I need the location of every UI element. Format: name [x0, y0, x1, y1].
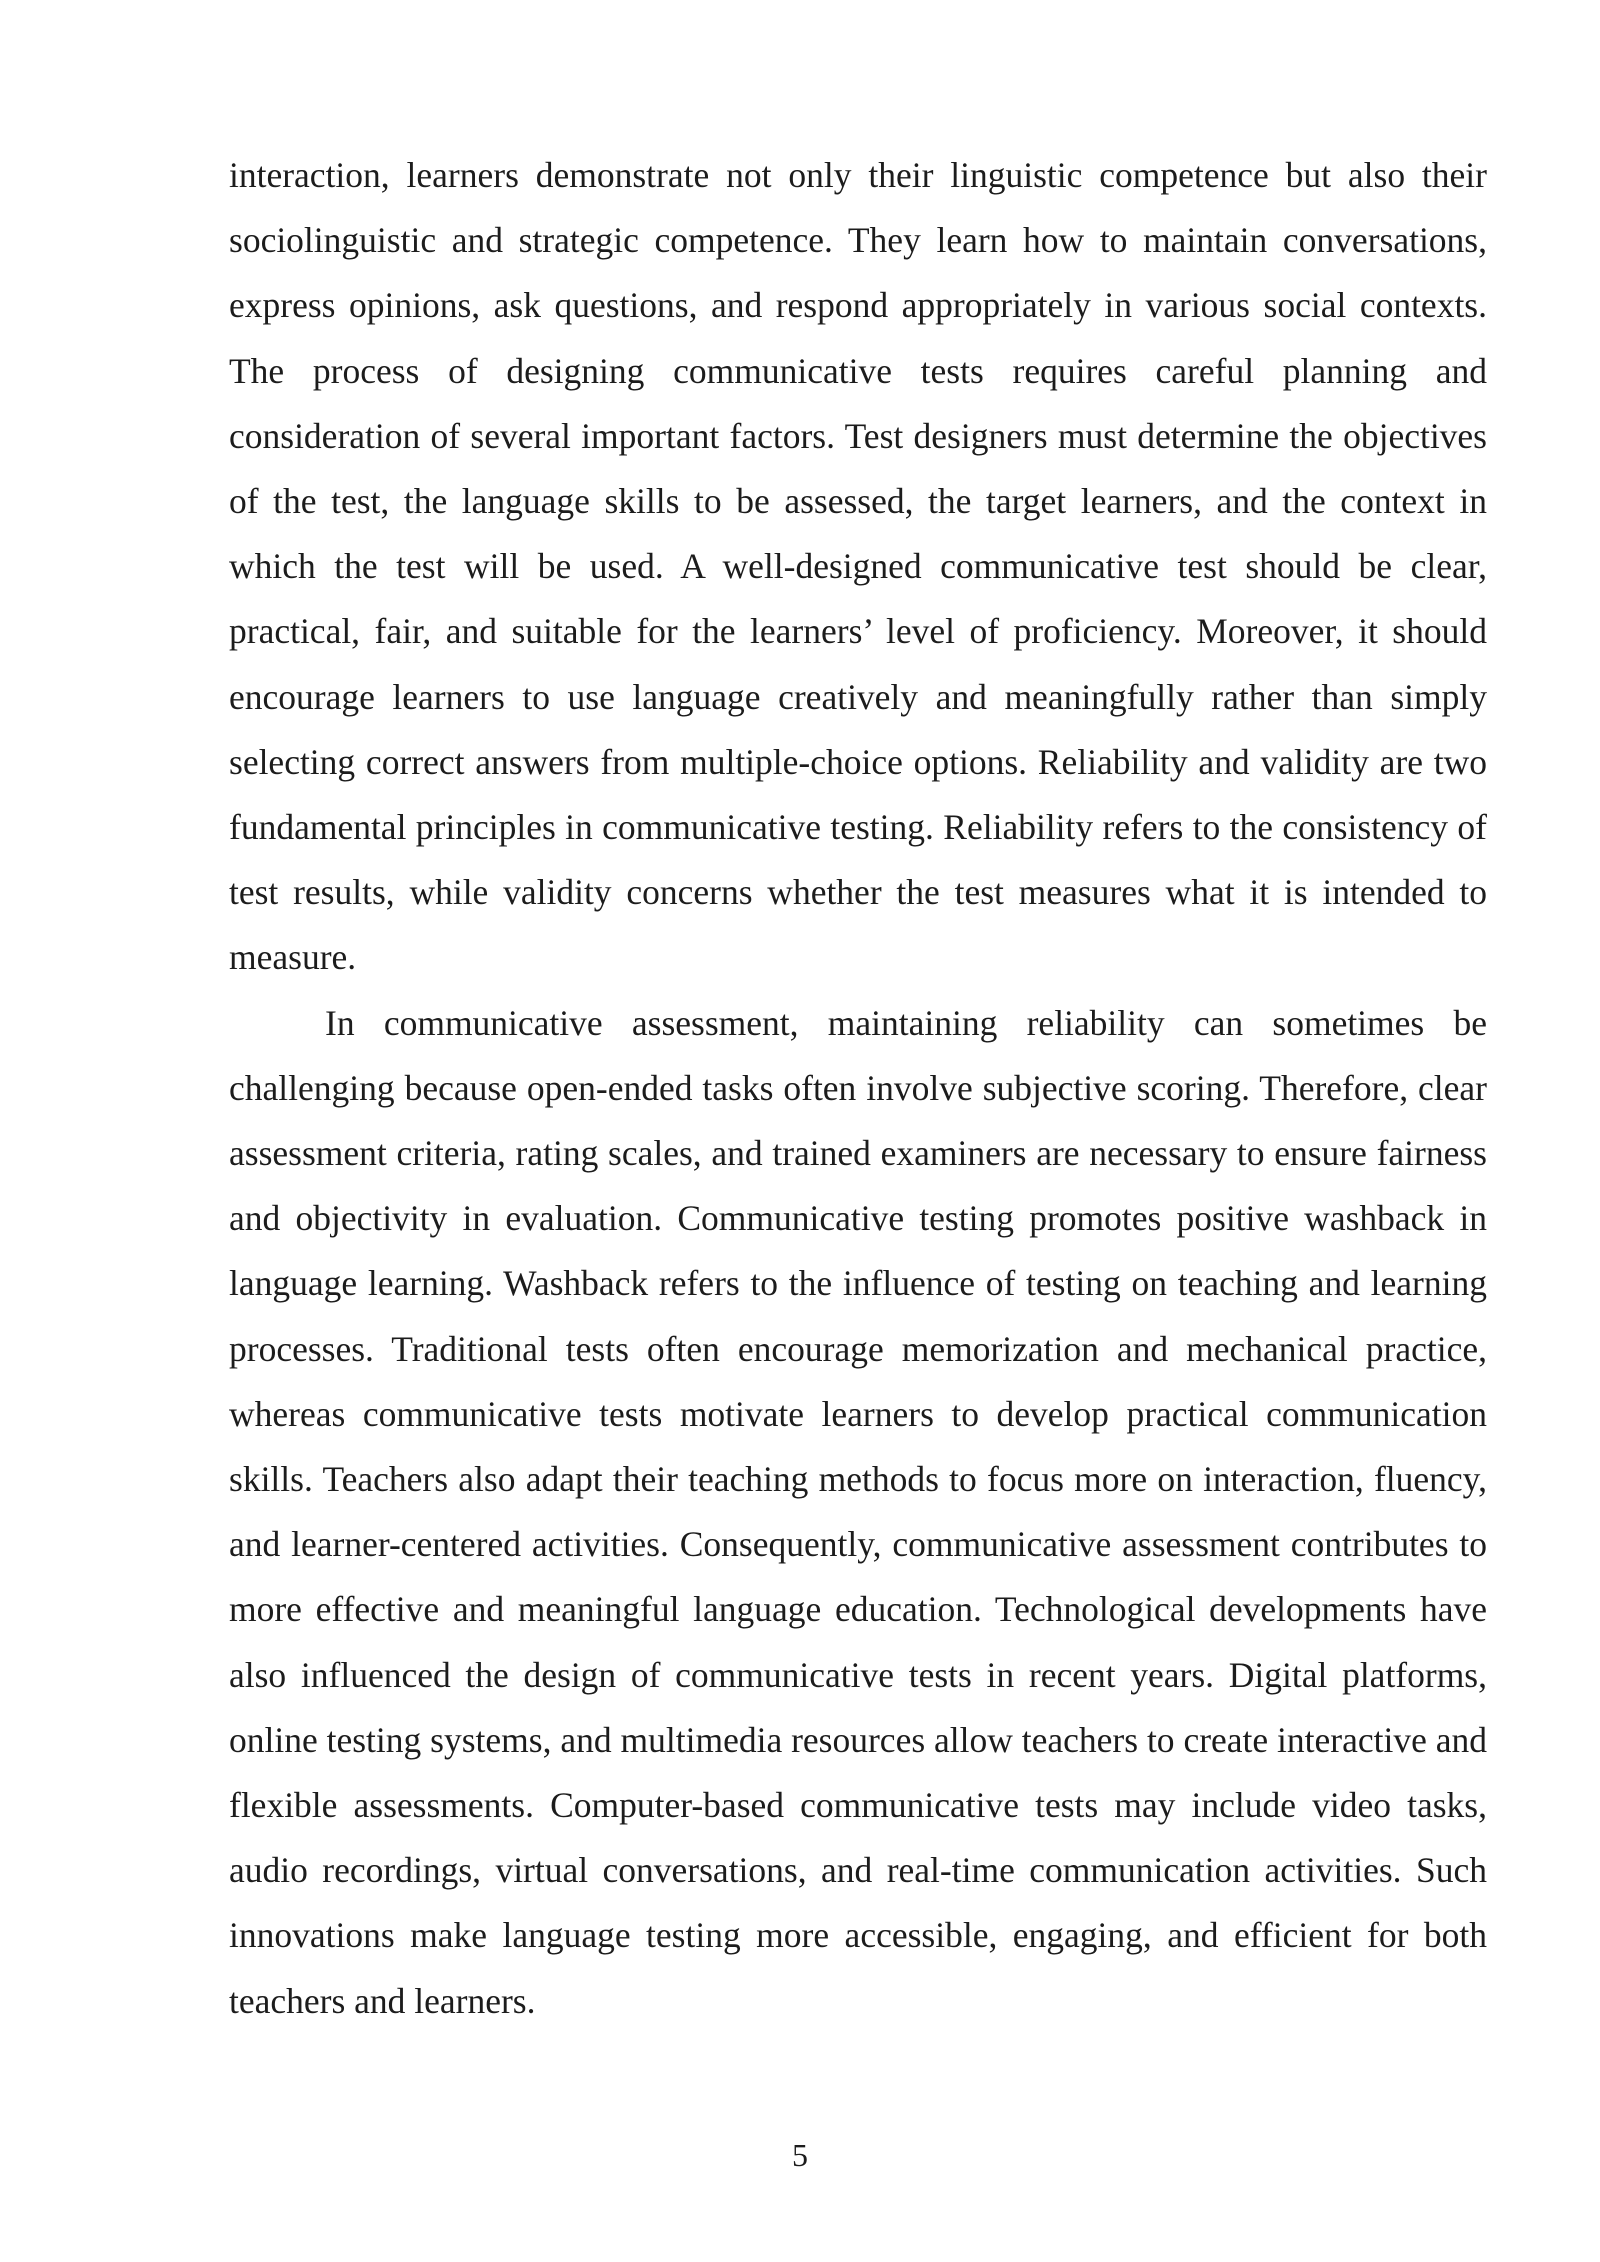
page-number: 5: [792, 2137, 808, 2173]
body-text: [229, 143, 1487, 2034]
paragraph-communicative-assessment: In communicative assessment, maintaining reliability can sometimes be challenging because open-ended tasks often involve subjective scoring. Therefore, clear assessment criteria, rating scales, and trained examiners are necessary to ensure fairness and objectivity in evaluation. Communicative testing promotes positive washback in language learning. Washback refers to the influence of testing on teaching and learning processes. Traditional tests often encourage memorization and mechanical practice, whereas communicative tests motivate learners to develop practical communication skills. Teachers also adapt their teaching methods to focus more on interaction, fluency, and learner-centered activities. Consequently, communicative assessment contributes to more effective and meaningful language education. Technological developments have also influenced the design of communicative tests in recent years. Digital platforms, online testing systems, and multimedia resources allow teachers to create interactive and flexible assessments. Computer-based communicative tests may include video tasks, audio recordings, virtual conversations, and real-time communication activities. Such innovations make language testing more accessible, engaging, and efficient for both teachers and learners.: [229, 1002, 1487, 2021]
paragraph-continuation: interaction, learners demonstrate not only their linguistic competence but also their sociolinguistic and strategic competence. They learn how to maintain conversations, express opinions, ask questions, and respond appropriately in various social contexts. The process of designing communicative tests requires careful planning and consideration of several important factors. Test designers must determine the objectives of the test, the language skills to be assessed, the target learners, and the context in which the test will be used. A well-designed communicative test should be clear, practical, fair, and suitable for the learners’ level of proficiency. Moreover, it should encourage learners to use language creatively and meaningfully rather than simply selecting correct answers from multiple-choice options. Reliability and validity are two fundamental principles in communicative testing. Reliability refers to the consistency of test results, while validity concerns whether the test measures what it is intended to measure.: [229, 155, 1487, 978]
